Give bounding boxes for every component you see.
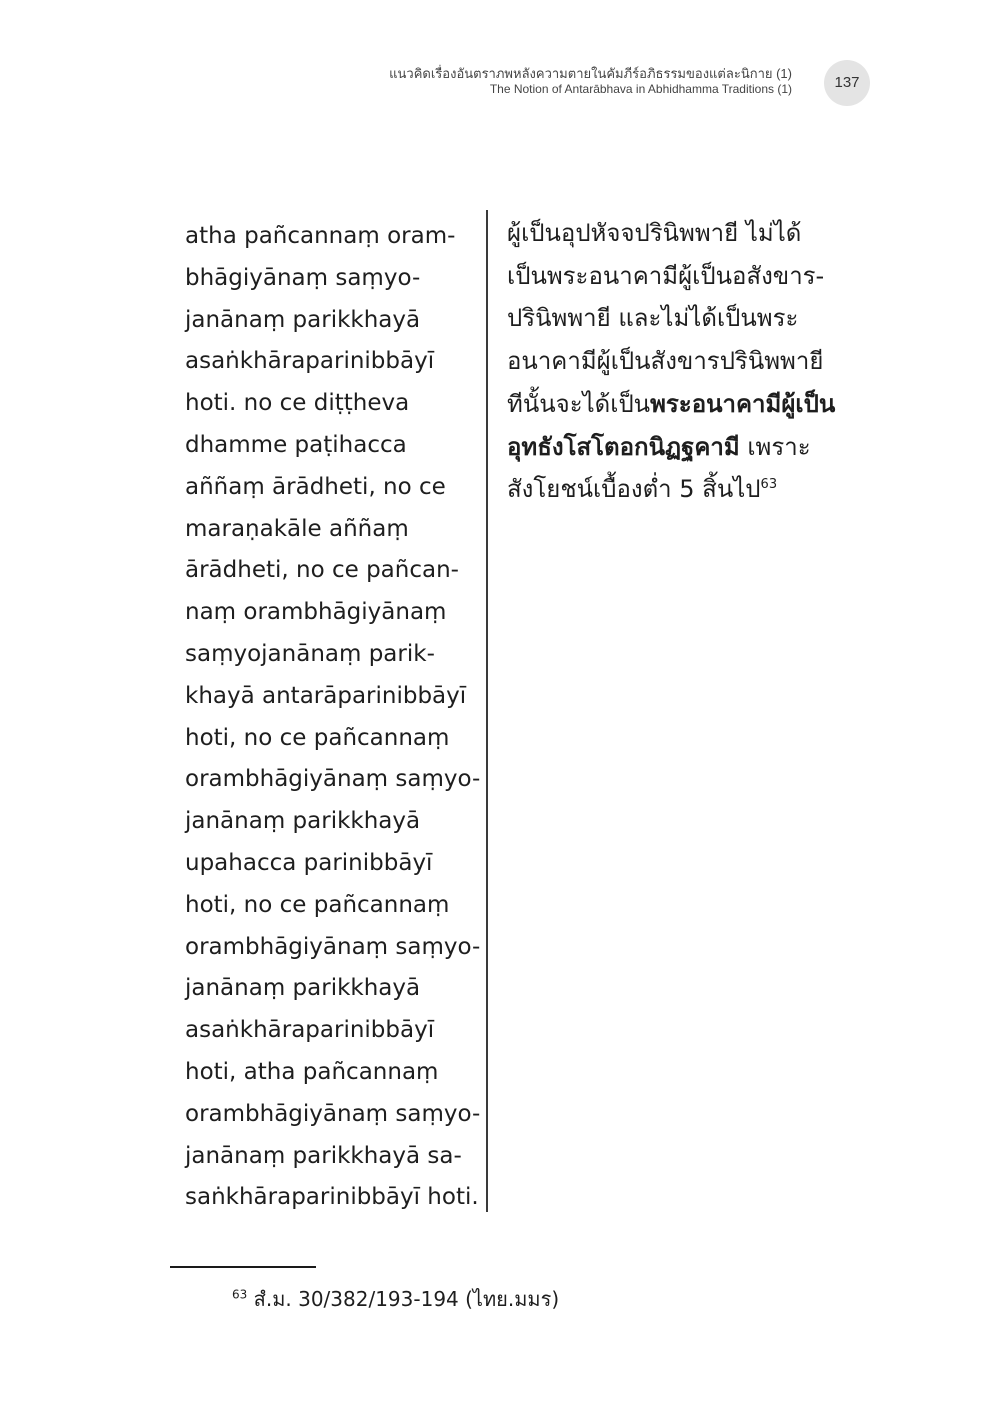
thai-line-text: สังโยชน์เบื้องต่ำ 5 สิ้นไป xyxy=(507,475,761,504)
footnote-reference[interactable]: 63 xyxy=(760,477,778,493)
header-title-english: The Notion of Antarābhava in Abhidhamma Traditions (1) xyxy=(489,82,792,96)
pali-line: asaṅkhāraparinibbāyī xyxy=(185,348,435,375)
pali-line: upahacca parinibbāyī xyxy=(185,849,433,876)
footnote-text: สํ.ม. 30/382/193-194 (ไทย.มมร) xyxy=(247,1287,560,1311)
pali-line: hoti, atha pañcannaṃ xyxy=(185,1058,439,1085)
pali-line: saṅkhāraparinibbāyī hoti. xyxy=(185,1184,479,1211)
pali-line: ārādheti, no ce pañcan- xyxy=(185,557,459,584)
pali-line: hoti. no ce diṭṭheva xyxy=(185,390,410,417)
pali-line: janānaṃ parikkhayā sa- xyxy=(185,1142,462,1169)
pali-line: orambhāgiyānaṃ saṃyo- xyxy=(185,1100,481,1127)
thai-line xyxy=(507,383,847,426)
pali-line: orambhāgiyānaṃ saṃyo- xyxy=(185,766,481,793)
thai-bold-term: พระอนาคามีผู้เป็น xyxy=(650,389,836,418)
thai-translation-column xyxy=(507,212,847,511)
pali-line: janānaṃ parikkhayā xyxy=(185,808,421,835)
pali-line: atha pañcannaṃ oram- xyxy=(185,223,456,249)
thai-line: ปรินิพพายี และไม่ได้เป็นพระ xyxy=(507,304,799,333)
column-divider xyxy=(486,210,488,1212)
thai-line: อนาคามีผู้เป็นสังขารปรินิพพายี xyxy=(507,347,824,376)
pali-line: aññaṃ ārādheti, no ce xyxy=(185,473,446,500)
thai-line-text: เพราะ xyxy=(739,432,811,461)
page-number-badge: 137 xyxy=(824,60,870,106)
footnote-separator xyxy=(170,1266,316,1268)
footnote xyxy=(232,1284,559,1314)
pali-line: hoti, no ce pañcannaṃ xyxy=(185,891,450,918)
pali-line: janānaṃ parikkhayā xyxy=(185,975,421,1002)
pali-line: orambhāgiyānaṃ saṃyo- xyxy=(185,933,481,960)
header-title-thai: แนวคิดเรื่องอันตราภพหลังความตายในคัมภีร์อภิธรรมของแต่ละนิกาย (1) xyxy=(389,66,792,81)
pali-line: asaṅkhāraparinibbāyī xyxy=(185,1017,435,1044)
pali-line: dhamme paṭihacca xyxy=(185,431,407,458)
thai-line xyxy=(507,426,847,469)
thai-line: เป็นพระอนาคามีผู้เป็นอสังขาร- xyxy=(507,261,825,290)
thai-line: ผู้เป็นอุปหัจจปรินิพพายี ไม่ได้ xyxy=(507,219,802,247)
thai-line xyxy=(507,468,847,511)
pali-line: naṃ orambhāgiyānaṃ xyxy=(185,599,447,626)
pali-line: bhāgiyānaṃ saṃyo- xyxy=(185,264,421,291)
thai-line-text: ทีนั้นจะได้เป็น xyxy=(507,389,651,418)
pali-line: khayā antarāparinibbāyī xyxy=(185,682,467,709)
pali-line: maraṇakāle aññaṃ xyxy=(185,515,409,542)
running-header xyxy=(389,66,792,97)
thai-bold-term: อุทธังโสโตอกนิฏฐคามี xyxy=(507,432,740,461)
pali-line: janānaṃ parikkhayā xyxy=(185,306,421,333)
footnote-number: 63 xyxy=(232,1287,248,1302)
pali-line: saṃyojanānaṃ parik- xyxy=(185,640,435,667)
pali-line: hoti, no ce pañcannaṃ xyxy=(185,724,450,751)
pali-text-column xyxy=(185,216,481,1219)
